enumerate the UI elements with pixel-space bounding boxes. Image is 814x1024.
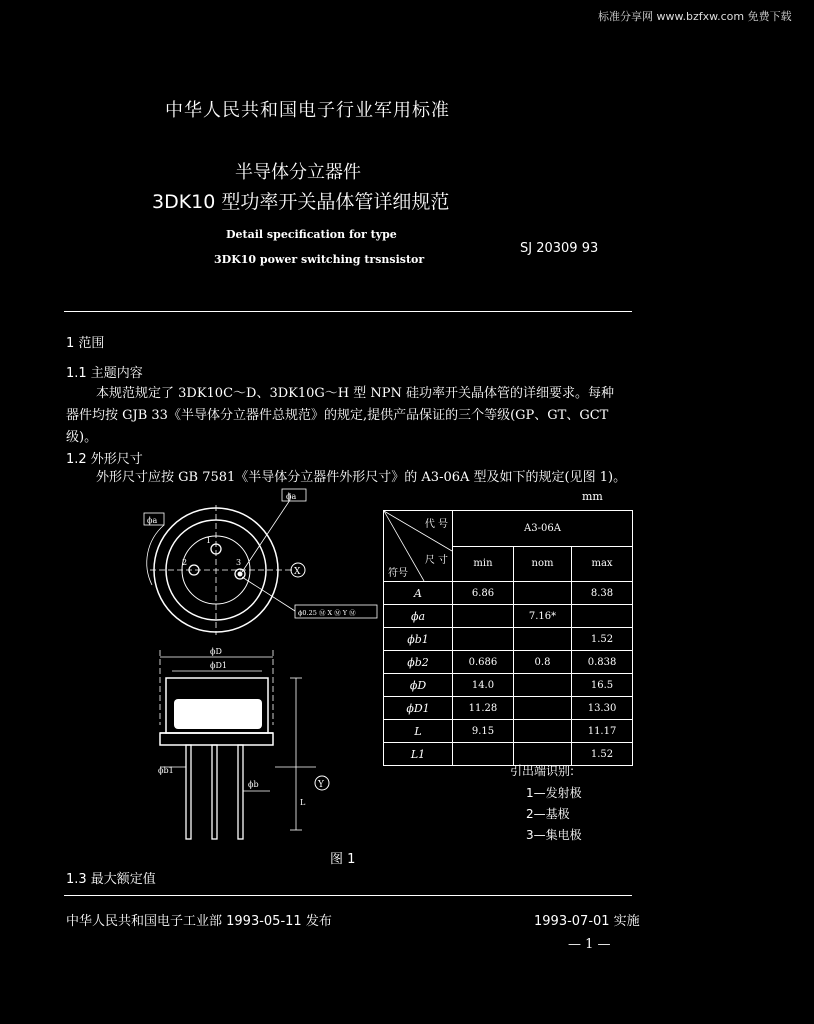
table-row: ϕa 7.16* [384,605,633,628]
paragraph-line: 本规范规定了 3DK10C～D、3DK10G～H 型 NPN 硅功率开关晶体管的详细要求。每种 [96,386,615,401]
paragraph-line: 器件均按 GJB 33《半导体分立器件总规范》的规定,提供产品保证的三个等级(GP、GT、GCT [66,408,609,423]
pin-1-label: 1 [206,536,212,545]
table-row: A 6.86 8.38 [384,582,633,605]
watermark: 标准分享网 www.bzfxw.com 免费下载 [598,10,792,23]
section-1-1-heading: 1.1 主题内容 [66,366,143,381]
header-nom: nom [513,546,571,582]
tolerance-frame: ϕ0.25 Ⓜ X Ⓜ Y Ⓜ [298,609,356,617]
paragraph-line: 级)。 [66,430,98,445]
table-row: L 9.15 11.17 [384,720,633,743]
header-max: max [572,546,633,582]
table-corner-header [384,511,453,582]
table-row: ϕD 14.0 16.5 [384,674,633,697]
pin-3-label: 3 [236,558,242,567]
table-row: L1 1.52 [384,743,633,766]
pin-id-item: 2—基极 [526,807,570,821]
figure-caption: 图 1 [330,852,356,867]
x-axis-label: X [294,567,301,577]
header-rule [64,311,632,312]
phi-b1-label: ϕb1 [158,766,174,775]
paragraph-line: 外形尺寸应按 GB 7581《半导体分立器件外形尺寸》的 A3-06A 型及如下的规定(见图 1)。 [96,470,627,485]
phi-a-label: ϕa [286,492,297,501]
english-title-line2: 3DK10 power switching trsnsistor [214,253,425,266]
table-row: ϕb2 0.686 0.8 0.838 [384,651,633,674]
doc-title-line1: 半导体分立器件 [235,162,361,183]
dimension-table [383,510,633,766]
pin-id-item: 3—集电极 [526,828,582,842]
pin-id-title: 引出端识别: [510,764,575,778]
phi-d1-label: ϕD1 [210,661,227,670]
doc-title-line2: 3DK10 型功率开关晶体管详细规范 [152,191,450,213]
header-code: 代 号 [424,519,448,530]
footer-rule [64,895,632,896]
header-min: min [453,546,514,582]
phi-b-label: ϕb [248,780,259,789]
phi-a-ref-label: ϕa [147,516,158,525]
page-number: — 1 — [568,937,611,952]
issue-date: 中华人民共和国电子工业部 1993-05-11 发布 [66,914,332,929]
header-type: A3-06A [453,511,633,547]
unit-label: mm [582,490,603,503]
pin-id-item: 1—发射极 [526,786,582,800]
l-dimension-label: L [300,798,306,807]
english-title-line1: Detail specification for type [226,228,397,241]
header-size: 尺 寸 [424,555,448,566]
outline-drawing [130,485,380,850]
table-row: ϕb1 1.52 [384,628,633,651]
phi-d-label: ϕD [210,647,222,656]
section-1-2-heading: 1.2 外形尺寸 [66,452,143,467]
y-axis-label: Y [318,780,324,790]
table-row: ϕD1 11.28 13.30 [384,697,633,720]
section-1-heading: 1 范围 [66,336,105,351]
header-symbol: 符号 [388,568,408,579]
section-1-3-heading: 1.3 最大额定值 [66,872,156,887]
standard-number: SJ 20309 93 [520,241,599,256]
issuer-title: 中华人民共和国电子行业军用标准 [165,100,450,121]
effective-date: 1993-07-01 实施 [534,914,640,929]
pin-2-label: 2 [182,558,188,567]
